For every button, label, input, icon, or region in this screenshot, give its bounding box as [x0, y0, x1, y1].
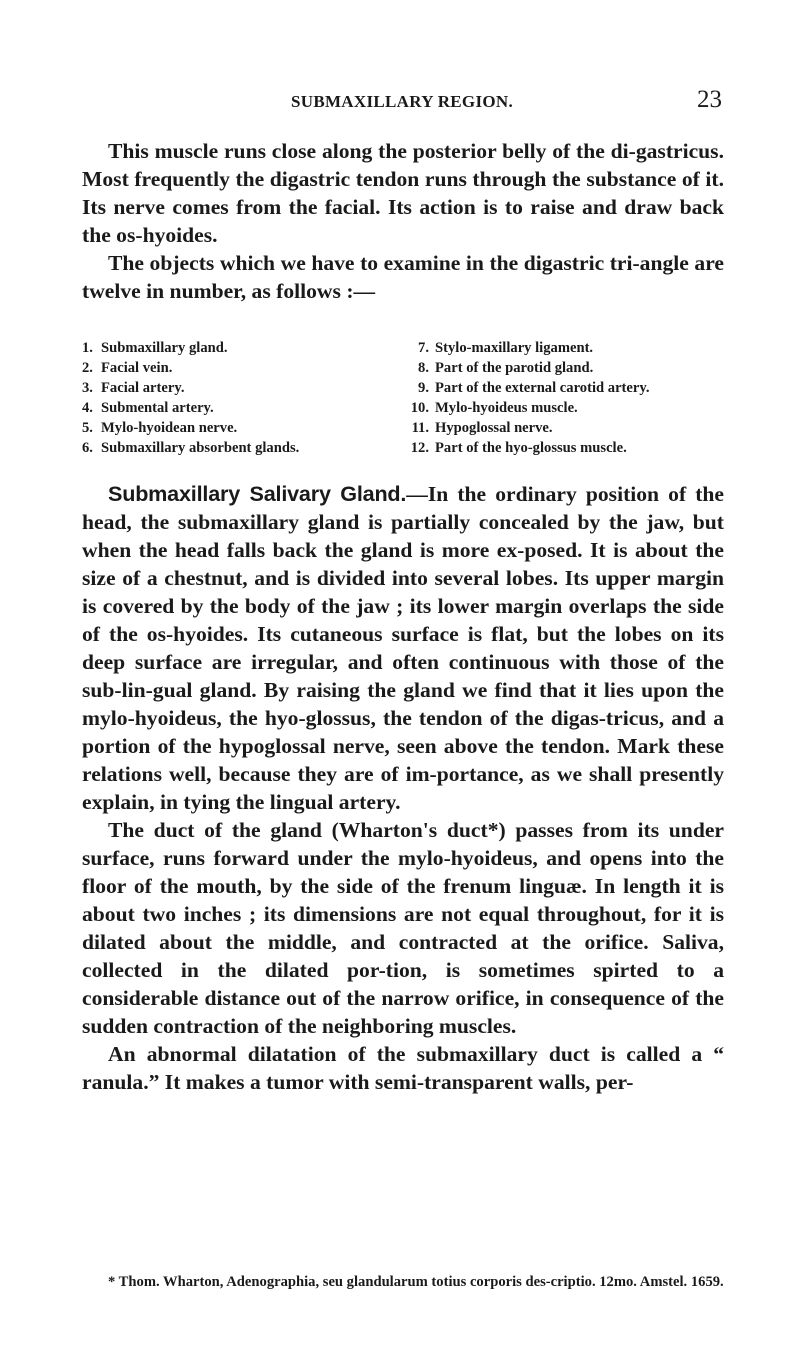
list-row: [82, 418, 732, 438]
list-number: 9.: [418, 380, 429, 396]
list-item: Facial artery.: [101, 380, 185, 396]
paragraph: The duct of the gland (Wharton's duct*) passes from its under surface, runs forward under the mylo-hyoideus, and opens into the floor of the mouth, by the side of the frenum linguæ. In length it is about two inches ; its dimensions are not equal throughout, for it is dilated about the middle, and contracted at the orifice. Saliva, collected in the dilated por-tion, is sometimes spirted to a considerable distance out of the narrow orifice, in consequence of the sudden contraction of the neighboring muscles.: [82, 818, 724, 1038]
page-number: 23: [697, 86, 722, 113]
list-row: [82, 358, 732, 378]
list-number: 8.: [418, 360, 429, 376]
list-item: Mylo-hyoidean nerve.: [101, 420, 238, 436]
paragraph: The objects which we have to examine in the digastric tri-angle are twelve in number, as follows :—: [82, 251, 724, 303]
list-row: [82, 438, 732, 458]
list-number: 11.: [411, 420, 429, 436]
objects-list: [82, 338, 732, 458]
list-item: Submaxillary gland.: [101, 340, 228, 356]
list-item: Part of the external carotid artery.: [435, 380, 650, 396]
list-number: 1.: [82, 340, 93, 356]
list-item: Submaxillary absorbent glands.: [101, 440, 300, 456]
list-number: 5.: [82, 420, 93, 436]
list-row: [82, 338, 732, 358]
list-number: 12.: [410, 440, 429, 456]
list-item: Stylo-maxillary ligament.: [435, 340, 594, 356]
list-row: [82, 398, 732, 418]
list-number: 3.: [82, 380, 93, 396]
list-item: Part of the parotid gland.: [435, 360, 594, 376]
list-number: 2.: [82, 360, 93, 376]
list-number: 6.: [82, 440, 93, 456]
running-title: SUBMAXILLARY REGION.: [290, 92, 514, 111]
list-number: 10.: [410, 400, 429, 416]
list-row: [82, 378, 732, 398]
list-item: Submental artery.: [101, 400, 214, 416]
paragraph: An abnormal dilatation of the submaxillary duct is called a “ ranula.” It makes a tumor with semi-transparent walls, per-: [82, 1042, 724, 1094]
paragraph-text: —In the ordinary position of the head, the submaxillary gland is partially concealed by the jaw, but when the head falls back the gland is more ex-posed. It is about the size of a chestnut, and is divided into several lobes. Its upper margin is covered by the body of the jaw ; its lower margin overlaps the side of the os-hyoides. Its cutaneous surface is flat, but the lobes on its deep surface are irregular, and often continuous with those of the sub-lin-gual gland. By raising the gland we find that it lies upon the mylo-hyoideus, the hyo-glossus, the tendon of the digas-tricus, and a portion of the hypoglossal nerve, seen above the tendon. Mark these relations well, because they are of im-portance, as we shall presently explain, in tying the lingual artery.: [82, 482, 724, 814]
list-number: 7.: [418, 340, 429, 356]
list-item: Part of the hyo-glossus muscle.: [435, 440, 627, 456]
list-item: Mylo-hyoideus muscle.: [435, 400, 578, 416]
running-head: [82, 86, 722, 120]
section-text: [82, 480, 724, 1096]
paragraph: [82, 480, 724, 816]
footnote: [82, 1272, 724, 1292]
list-number: 4.: [82, 400, 93, 416]
footnote-text: * Thom. Wharton, Adenographia, seu glandularum totius corporis des-criptio. 12mo. Amstel. 1659.: [108, 1274, 724, 1290]
section-heading: Submaxillary Salivary Gland.: [108, 481, 407, 506]
intro-text: [82, 137, 724, 305]
paragraph: This muscle runs close along the posterior belly of the di-gastricus. Most frequently the digastric tendon runs through the substance of it. Its nerve comes from the facial. Its action is to raise and draw back the os-hyoides.: [82, 139, 724, 247]
list-item: Facial vein.: [101, 360, 173, 376]
list-item: Hypoglossal nerve.: [435, 420, 553, 436]
